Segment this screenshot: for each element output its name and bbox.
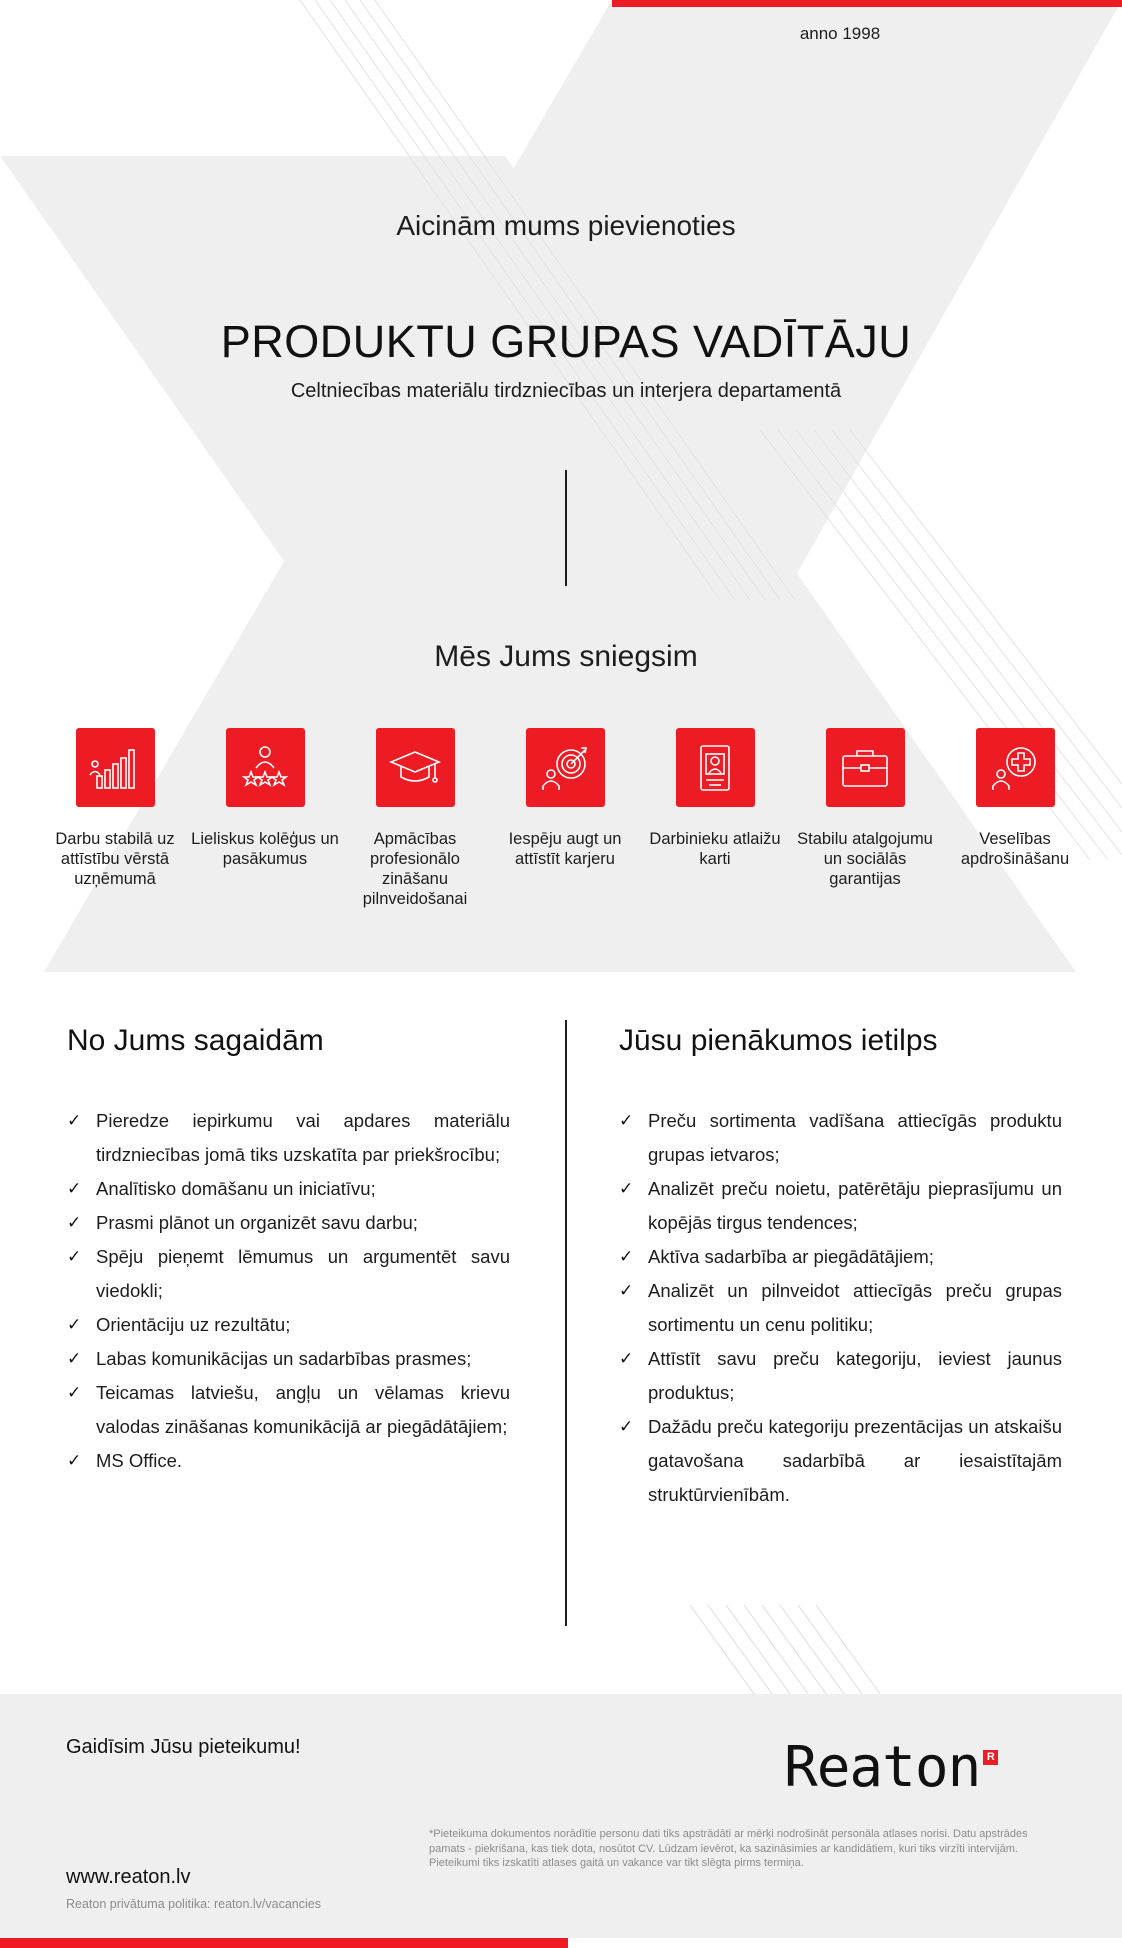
- list-item: ✓ Prasmi plānot un organizēt savu darbu;: [67, 1206, 510, 1240]
- checkmark-icon: ✓: [619, 1247, 634, 1266]
- privacy-policy-link[interactable]: Reaton privātuma politika: reaton.lv/vacancies: [66, 1897, 321, 1911]
- list-item: ✓ Orientāciju uz rezultātu;: [67, 1308, 510, 1342]
- reaton-logo: [784, 1736, 998, 1800]
- list-item: ✓ Analizēt preču noietu, patērētāju pieprasījumu un kopējās tirgus tendences;: [619, 1172, 1062, 1240]
- benefit-item: [40, 728, 190, 889]
- list-item: ✓ Dažādu preču kategoriju prezentācijas un atskaišu gatavošana sadarbībā ar iesaistītajām struktūrvienībām.: [619, 1410, 1062, 1512]
- checkmark-icon: ✓: [67, 1213, 82, 1232]
- checkmark-icon: ✓: [67, 1383, 82, 1402]
- duties-list: [619, 1104, 1062, 1512]
- list-item: ✓ Spēju pieņemt lēmumus un argumentēt savu viedokli;: [67, 1240, 510, 1308]
- checkmark-icon: ✓: [619, 1281, 634, 1300]
- benefit-label: Apmācības profesionālo zināšanu pilnveidošanai: [362, 830, 468, 908]
- career-target-icon: [526, 728, 605, 807]
- duties-heading: Jūsu pienākumos ietilps: [619, 1024, 938, 1057]
- benefit-item: [190, 728, 340, 869]
- benefit-item: [490, 728, 640, 869]
- list-item: ✓ Attīstīt savu preču kategoriju, ieviest jaunus produktus;: [619, 1342, 1062, 1410]
- position-title: PRODUKTU GRUPAS VADĪTĀJU: [220, 316, 912, 367]
- await-application-text: Gaidīsim Jūsu pieteikumu!: [66, 1736, 301, 1758]
- department-subtitle: Celtniecības materiālu tirdzniecības un interjera departamentā: [290, 380, 842, 402]
- growth-chart-icon: [76, 728, 155, 807]
- team-stars-icon: [226, 728, 305, 807]
- top-accent-bar: [612, 0, 1122, 7]
- benefit-label: Darbu stabilā uz attīstību vērstā uzņēmumā: [55, 830, 175, 888]
- requirements-list: [67, 1104, 510, 1478]
- requirements-heading: No Jums sagaidām: [67, 1024, 324, 1057]
- list-item: ✓ Labas komunikācijas un sadarbības prasmes;: [67, 1342, 510, 1376]
- benefit-label: Iespēju augt un attīstīt karjeru: [508, 830, 622, 868]
- list-item: ✓ Aktīva sadarbība ar piegādātājiem;: [619, 1240, 1062, 1274]
- divider-line-top: [565, 470, 567, 586]
- list-item: ✓ Analītisko domāšanu un iniciatīvu;: [67, 1172, 510, 1206]
- checkmark-icon: ✓: [67, 1349, 82, 1368]
- benefit-item: [340, 728, 490, 909]
- invite-heading: Aicinām mums pievienoties: [396, 210, 736, 241]
- benefit-item: [790, 728, 940, 889]
- benefit-label: Darbinieku atlaižu karti: [649, 830, 781, 868]
- benefit-item: [640, 728, 790, 869]
- benefit-label: Lieliskus kolēģus un pasākumus: [191, 830, 339, 868]
- benefit-label: Veselības apdrošināšanu: [960, 830, 1070, 868]
- checkmark-icon: ✓: [67, 1179, 82, 1198]
- health-insurance-icon: [976, 728, 1055, 807]
- benefit-label: Stabilu atalgojumu un sociālās garantijas: [797, 830, 933, 888]
- checkmark-icon: ✓: [67, 1315, 82, 1334]
- list-item: ✓ MS Office.: [67, 1444, 510, 1478]
- checkmark-icon: ✓: [67, 1111, 82, 1130]
- website-link[interactable]: www.reaton.lv: [66, 1866, 191, 1888]
- logo-wordmark: Reaton: [784, 1735, 981, 1800]
- list-item: ✓ Preču sortimenta vadīšana attiecīgās produktu grupas ietvaros;: [619, 1104, 1062, 1172]
- graduation-cap-icon: [376, 728, 455, 807]
- checkmark-icon: ✓: [619, 1417, 634, 1436]
- checkmark-icon: ✓: [619, 1349, 634, 1368]
- list-item: ✓ Teicamas latviešu, angļu un vēlamas krievu valodas zināšanas komunikācijā ar piegādātājiem;: [67, 1376, 510, 1444]
- bottom-accent-bar: [0, 1938, 568, 1948]
- list-item: ✓ Pieredze iepirkumu vai apdares materiālu tirdzniecības jomā tiks uzskatīta par priekšrocību;: [67, 1104, 510, 1172]
- divider-line-middle: [565, 1020, 567, 1626]
- anno-year: anno 1998: [799, 24, 881, 43]
- privacy-notice: *Pieteikuma dokumentos norādītie personu dati tiks apstrādāti ar mērķi nodrošināt personāla atlases norisi. Datu apstrādes pamats - piekrišana, kas tiek dota, nosūtot CV. Lūdzam ievērot, ka sazināsimies ar kandidātiem, kuri tiks virzīti intervijām. Pieteikumi tiks izskatīti atlases gaitā un vakance var tikt slēgta pirms termiņa.: [429, 1828, 1028, 1869]
- checkmark-icon: ✓: [67, 1247, 82, 1266]
- checkmark-icon: ✓: [619, 1179, 634, 1198]
- benefits-row: [40, 728, 1100, 928]
- briefcase-icon: [826, 728, 905, 807]
- benefit-item: [940, 728, 1090, 869]
- employee-card-icon: [676, 728, 755, 807]
- checkmark-icon: ✓: [67, 1451, 82, 1470]
- offer-heading: Mēs Jums sniegsim: [434, 640, 698, 673]
- registered-mark-icon: R: [983, 1750, 998, 1765]
- list-item: ✓ Analizēt un pilnveidot attiecīgās preču grupas sortimentu un cenu politiku;: [619, 1274, 1062, 1342]
- checkmark-icon: ✓: [619, 1111, 634, 1130]
